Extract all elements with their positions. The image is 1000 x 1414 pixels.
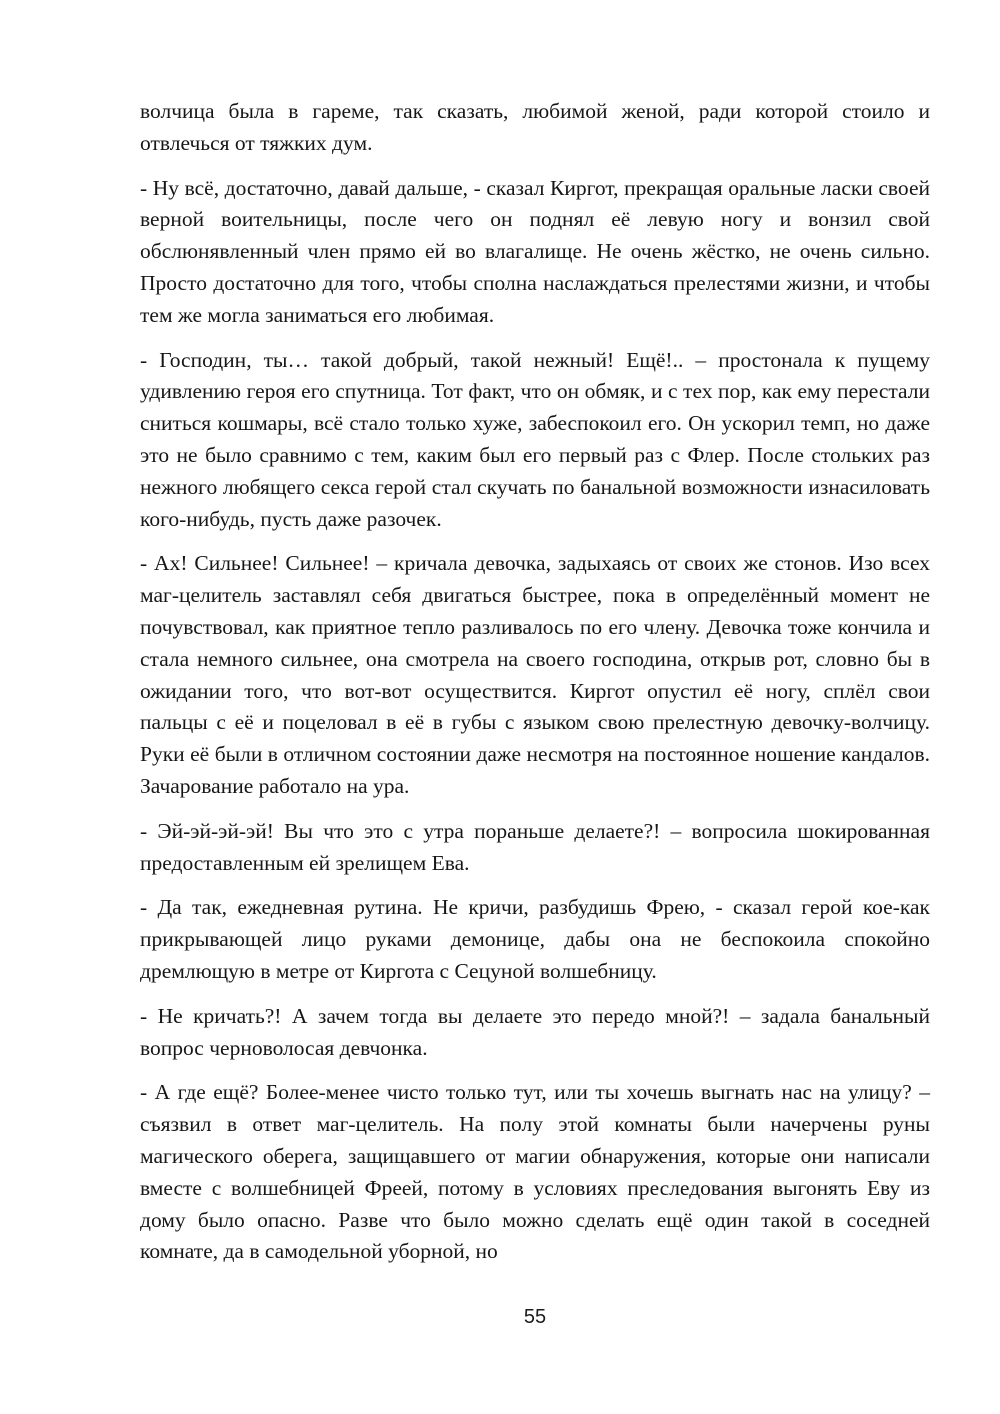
paragraph: - Господин, ты… такой добрый, такой нежный! Ещё!.. – простонала к пущему удивлению героя его спутница. Тот факт, что он обмяк, и с тех пор, как ему перестали сниться кошмары, всё стало только хуже, забеспокоил его. Он ускорил темп, но даже это не было сравнимо с тем, каким был его первый раз с Флер. После стольких раз нежного любящего секса герой стал скучать по банальной возможности изнасиловать кого-нибудь, пусть даже разочек.: [140, 347, 930, 531]
paragraph: волчица была в гареме, так сказать, любимой женой, ради которой стоило и отвлечься от тяжких дум.: [140, 99, 930, 155]
paragraph: - А где ещё? Более-менее чисто только тут, или ты хочешь выгнать нас на улицу? – съязвил в ответ маг-целитель. На полу этой комнаты были начерчены руны магического оберега, защищавшего от магии обнаружения, которые они написали вместе с волшебницей Фреей, потому в условиях преследования выгонять Еву из дому было опасно. Разве что было можно сделать ещё один такой в соседней комнате, да в самодельной уборной, но: [140, 1080, 930, 1264]
paragraph: - Ну всё, достаточно, давай дальше, - сказал Киргот, прекращая оральные ласки своей верной воительницы, после чего он поднял её левую ногу и вонзил свой обслюнявленный член прямо ей во влагалище. Не очень жёстко, не очень сильно. Просто достаточно для того, чтобы сполна наслаждаться прелестями жизни, и чтобы тем же могла заниматься его любимая.: [140, 175, 930, 327]
page-number: 55: [523, 1306, 547, 1328]
paragraph: - Да так, ежедневная рутина. Не кричи, разбудишь Фрею, - сказал герой кое-как прикрывающей лицо руками демонице, дабы она не беспокоила спокойно дремлющую в метре от Киргота с Сецуной волшебницу.: [140, 895, 930, 983]
page-text: [140, 96, 930, 1281]
paragraph: - Ах! Сильнее! Сильнее! – кричала девочка, задыхаясь от своих же стонов. Изо всех маг-целитель заставлял себя двигаться быстрее, пока в определённый момент не почувствовал, как приятное тепло разливалось по его члену. Девочка тоже кончила и стала немного сильнее, она смотрела на своего господина, открыв рот, словно бы в ожидании того, что вот-вот осуществится. Киргот опустил её ногу, сплёл свои пальцы с её и поцеловал в её в губы с языком свою прелестную девочку-волчицу. Руки её были в отличном состоянии даже несмотря на постоянное ношение кандалов. Зачарование работало на ура.: [140, 551, 930, 798]
paragraph: - Не кричать?! А зачем тогда вы делаете это передо мной?! – задала банальный вопрос черноволосая девчонка.: [140, 1003, 930, 1060]
paragraph: - Эй-эй-эй-эй! Вы что это с утра пораньше делаете?! – вопросила шокированная предоставленным ей зрелищем Ева.: [140, 818, 930, 875]
